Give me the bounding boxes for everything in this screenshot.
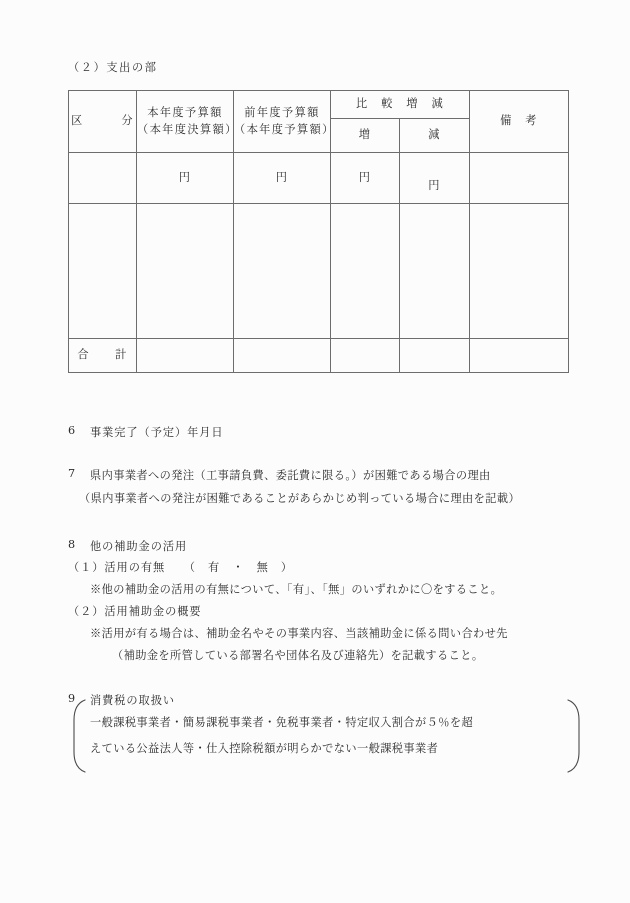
- cell-blank-decrease[interactable]: [400, 204, 470, 339]
- table-row-total: [69, 339, 569, 373]
- cell-unit-increase[interactable]: 円: [331, 153, 400, 204]
- section-6-number: 6: [68, 424, 76, 437]
- cell-unit-decrease[interactable]: [400, 153, 470, 204]
- section-8-number: 8: [68, 538, 76, 551]
- header-cell-increase: 増: [331, 119, 400, 153]
- section-title-expenditure: （２）支出の部: [68, 61, 158, 74]
- header-cell-decrease: 減: [400, 119, 470, 153]
- header-this-year-budget-line1: 本年度予算額: [147, 106, 223, 120]
- header-cell-comparison: 比 較 増 減: [331, 91, 470, 119]
- cell-total-increase[interactable]: [331, 339, 400, 373]
- section-9-bracket-line-2: えている公益法人等・仕入控除税額が明らかでない一般課税事業者: [90, 742, 439, 755]
- section-8-item2-note-1: ※活用が有る場合は、補助金名やその事業内容、当該補助金に係る問い合わせ先: [90, 627, 508, 640]
- header-prev-year-budget-line2: （本年度予算額）: [234, 122, 335, 136]
- header-cell-prev-year-budget: [234, 91, 335, 153]
- cell-unit-remarks[interactable]: [470, 153, 569, 204]
- header-cell-this-year-budget: [137, 91, 238, 153]
- section-7-number: 7: [68, 467, 76, 480]
- left-bracket-icon: [68, 698, 88, 774]
- cell-unit-decrease-value: 円: [428, 179, 441, 192]
- cell-blank-kubun[interactable]: [69, 204, 137, 339]
- cell-total-label: 合 計: [69, 339, 137, 373]
- section-9-number: 9: [68, 692, 76, 705]
- table-row-unit: [69, 153, 569, 204]
- cell-blank-prev-year-budget[interactable]: [234, 204, 331, 339]
- section-9-title: 消費税の取扱い: [90, 694, 175, 707]
- right-bracket-icon: [565, 698, 585, 774]
- table-row-blank: [69, 204, 569, 339]
- section-7-title: 県内事業者への発注（工事請負費、委託費に限る。）が困難である場合の理由: [90, 469, 491, 482]
- section-8-title: 他の補助金の活用: [90, 540, 188, 553]
- header-cell-kubun: 区 分: [69, 91, 137, 153]
- table-header-row-1: [69, 91, 569, 119]
- section-7-note: （県内事業者への発注が困難であることがあらかじめ判っている場合に理由を記載）: [79, 492, 521, 505]
- cell-total-this-year-budget[interactable]: [137, 339, 234, 373]
- cell-unit-kubun[interactable]: [69, 153, 137, 204]
- section-6-title: 事業完了（予定）年月日: [90, 426, 224, 439]
- cell-total-decrease[interactable]: [400, 339, 470, 373]
- cell-total-remarks[interactable]: [470, 339, 569, 373]
- header-this-year-budget-line2: （本年度決算額）: [137, 122, 238, 136]
- section-8-item2-note-2: （補助金を所管している部署名や団体名及び連絡先）を記載すること。: [112, 649, 484, 662]
- cell-blank-remarks[interactable]: [470, 204, 569, 339]
- section-8-item1: （１）活用の有無 （ 有 ・ 無 ）: [68, 561, 294, 574]
- table-body: [69, 153, 569, 373]
- table-header: [69, 91, 569, 153]
- header-cell-remarks: 備 考: [470, 91, 569, 153]
- cell-unit-prev-year-budget[interactable]: 円: [234, 153, 331, 204]
- cell-blank-this-year-budget[interactable]: [137, 204, 234, 339]
- header-prev-year-budget-line1: 前年度予算額: [244, 106, 320, 120]
- cell-unit-this-year-budget[interactable]: 円: [137, 153, 234, 204]
- section-8-item2: （２）活用補助金の概要: [68, 605, 202, 618]
- section-9-bracket-line-1: 一般課税事業者・簡易課税事業者・免税事業者・特定収入割合が５％を超: [90, 716, 474, 729]
- cell-blank-increase[interactable]: [331, 204, 400, 339]
- section-8-item1-note: ※他の補助金の活用の有無について、「有」、「無」のいずれかに〇をすること。: [90, 583, 503, 596]
- cell-total-prev-year-budget[interactable]: [234, 339, 331, 373]
- expenditure-table: [68, 90, 569, 373]
